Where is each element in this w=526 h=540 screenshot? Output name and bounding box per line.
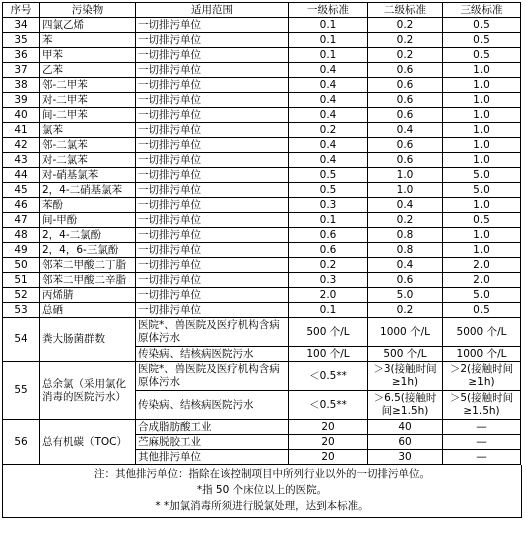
row-grade3: 2.0: [443, 258, 521, 273]
row-grade2: 0.4: [368, 258, 443, 273]
row-grade3: 1000 个/L: [443, 347, 521, 362]
table-body: [3, 18, 521, 465]
row-no: 41: [3, 123, 40, 138]
row-grade1: 0.4: [289, 108, 368, 123]
row-no: 47: [3, 213, 40, 228]
row-grade2: ＞3(接触时间≥1h): [368, 362, 443, 391]
row-scope: 一切排污单位: [136, 153, 289, 168]
row-grade1: 0.1: [289, 303, 368, 318]
row-pollutant: 间-甲酚: [40, 213, 136, 228]
row-scope: 一切排污单位: [136, 108, 289, 123]
row-grade3: 0.5: [443, 213, 521, 228]
row-grade3: 1.0: [443, 63, 521, 78]
table-row: [3, 153, 521, 168]
row-pollutant: 邻苯二甲酸二辛脂: [40, 273, 136, 288]
row-grade1: 0.4: [289, 78, 368, 93]
row-scope: 医院*、兽医院及医疗机构含病原体污水: [136, 362, 289, 391]
row-grade1: 0.2: [289, 258, 368, 273]
table-row: [3, 108, 521, 123]
row-grade2: 0.6: [368, 108, 443, 123]
table-row: [3, 93, 521, 108]
row-pollutant: 粪大肠菌群数: [40, 318, 136, 362]
row-scope: 一切排污单位: [136, 138, 289, 153]
row-no: 34: [3, 18, 40, 33]
table-row: [3, 123, 521, 138]
row-scope: 合成脂肪酸工业: [136, 420, 289, 435]
row-pollutant: 对-二氯苯: [40, 153, 136, 168]
row-grade2: 1000 个/L: [368, 318, 443, 347]
row-no: 54: [3, 318, 40, 362]
row-no: 44: [3, 168, 40, 183]
row-grade3: 0.5: [443, 303, 521, 318]
table-row-56a: [3, 420, 521, 435]
header-grade1: 一级标准: [289, 3, 368, 18]
header-no: 序号: [3, 3, 40, 18]
row-grade3: 1.0: [443, 78, 521, 93]
footnote-dechlorination: * *加氯消毒所须进行脱氯处理，达到本标准。: [155, 500, 369, 512]
row-grade1: 0.4: [289, 138, 368, 153]
row-grade2: 0.6: [368, 138, 443, 153]
row-no: 52: [3, 288, 40, 303]
row-scope: 一切排污单位: [136, 63, 289, 78]
row-grade1: 0.1: [289, 33, 368, 48]
table-row: [3, 78, 521, 93]
table-row: [3, 213, 521, 228]
row-no: 45: [3, 183, 40, 198]
row-no: 38: [3, 78, 40, 93]
row-pollutant: 对-硝基氯苯: [40, 168, 136, 183]
row-grade2: 0.2: [368, 213, 443, 228]
row-scope: 传染病、结核病医院污水: [136, 347, 289, 362]
row-scope: 一切排污单位: [136, 243, 289, 258]
row-grade1: 20: [289, 420, 368, 435]
row-scope: 一切排污单位: [136, 168, 289, 183]
row-grade2: 0.8: [368, 228, 443, 243]
table-header-row: [3, 3, 521, 18]
row-no: 55: [3, 362, 40, 420]
footnote-hospital-beds: *指 50 个床位以上的医院。: [196, 484, 328, 496]
pollutant-standards-table: [2, 2, 521, 465]
row-grade3: 1.0: [443, 123, 521, 138]
row-pollutant: 间-二甲苯: [40, 108, 136, 123]
row-grade1: 20: [289, 435, 368, 450]
row-pollutant: 乙苯: [40, 63, 136, 78]
row-grade2: 0.6: [368, 78, 443, 93]
table-row-54a: [3, 318, 521, 347]
row-pollutant: 对-二甲苯: [40, 93, 136, 108]
row-pollutant: 甲苯: [40, 48, 136, 63]
row-grade2: 500 个/L: [368, 347, 443, 362]
row-pollutant: 总硒: [40, 303, 136, 318]
row-grade2: 0.2: [368, 33, 443, 48]
row-scope: 一切排污单位: [136, 183, 289, 198]
table-row: [3, 183, 521, 198]
row-grade2: 5.0: [368, 288, 443, 303]
row-pollutant: 氯苯: [40, 123, 136, 138]
row-pollutant: 总余氯（采用氯化消毒的医院污水）: [40, 362, 136, 420]
row-grade1: 500 个/L: [289, 318, 368, 347]
row-scope: 一切排污单位: [136, 78, 289, 93]
row-grade2: 0.4: [368, 198, 443, 213]
row-grade1: 2.0: [289, 288, 368, 303]
header-grade3: 三级标准: [443, 3, 521, 18]
row-no: 50: [3, 258, 40, 273]
table-row-55a: [3, 362, 521, 391]
table-row: [3, 48, 521, 63]
row-no: 56: [3, 420, 40, 465]
row-no: 42: [3, 138, 40, 153]
row-scope: 一切排污单位: [136, 33, 289, 48]
row-scope: 一切排污单位: [136, 198, 289, 213]
row-no: 35: [3, 33, 40, 48]
row-grade1: 100 个/L: [289, 347, 368, 362]
row-grade1: 0.5: [289, 168, 368, 183]
row-pollutant: 四氯乙烯: [40, 18, 136, 33]
row-grade2: 0.2: [368, 303, 443, 318]
row-grade1: 0.4: [289, 153, 368, 168]
row-grade2: 0.4: [368, 123, 443, 138]
row-grade2: 1.0: [368, 183, 443, 198]
row-grade3: 1.0: [443, 93, 521, 108]
row-grade2: 0.6: [368, 63, 443, 78]
row-grade1: 0.4: [289, 63, 368, 78]
row-pollutant: 邻苯二甲酸二丁脂: [40, 258, 136, 273]
row-pollutant: 2，4-二氯酚: [40, 228, 136, 243]
row-grade3: —: [443, 420, 521, 435]
table-row: [3, 243, 521, 258]
row-grade1: 0.6: [289, 243, 368, 258]
row-scope: 一切排污单位: [136, 228, 289, 243]
row-grade1: 0.3: [289, 273, 368, 288]
row-pollutant: 邻-二甲苯: [40, 78, 136, 93]
row-grade2: 40: [368, 420, 443, 435]
table-row: [3, 18, 521, 33]
row-scope: 一切排污单位: [136, 93, 289, 108]
row-grade3: 1.0: [443, 108, 521, 123]
row-scope: 一切排污单位: [136, 288, 289, 303]
row-scope: 一切排污单位: [136, 213, 289, 228]
row-grade2: 0.2: [368, 18, 443, 33]
row-grade3: 5000 个/L: [443, 318, 521, 347]
row-scope: 一切排污单位: [136, 48, 289, 63]
row-no: 40: [3, 108, 40, 123]
row-grade3: ＞2(接触时间≥1h): [443, 362, 521, 391]
row-pollutant: 邻-二氯苯: [40, 138, 136, 153]
row-grade1: 0.6: [289, 228, 368, 243]
row-no: 43: [3, 153, 40, 168]
row-grade1: 0.4: [289, 93, 368, 108]
table-row: [3, 258, 521, 273]
row-pollutant: 2，4-二硝基氯苯: [40, 183, 136, 198]
table-row: [3, 138, 521, 153]
row-grade1: 0.1: [289, 18, 368, 33]
row-grade3: ＞5(接触时间≥1.5h): [443, 391, 521, 420]
row-scope: 一切排污单位: [136, 258, 289, 273]
row-scope: 苎麻脱胶工业: [136, 435, 289, 450]
table-row: [3, 273, 521, 288]
row-grade2: 0.8: [368, 243, 443, 258]
row-grade3: 1.0: [443, 198, 521, 213]
row-grade3: 5.0: [443, 288, 521, 303]
table-row: [3, 303, 521, 318]
row-grade3: 0.5: [443, 48, 521, 63]
row-grade2: ＞6.5(接触时间≥1.5h): [368, 391, 443, 420]
header-grade2: 二级标准: [368, 3, 443, 18]
row-scope: 其他排污单位: [136, 450, 289, 465]
row-grade3: 0.5: [443, 18, 521, 33]
row-no: 51: [3, 273, 40, 288]
table-row: [3, 228, 521, 243]
row-no: 37: [3, 63, 40, 78]
row-no: 49: [3, 243, 40, 258]
header-scope: 适用范围: [136, 3, 289, 18]
row-grade1: 0.1: [289, 48, 368, 63]
row-grade3: 0.5: [443, 33, 521, 48]
row-grade3: 5.0: [443, 168, 521, 183]
row-grade3: 1.0: [443, 228, 521, 243]
row-grade3: —: [443, 450, 521, 465]
row-scope: 传染病、结核病医院污水: [136, 391, 289, 420]
table-row: [3, 63, 521, 78]
table-footnotes: [2, 465, 522, 518]
row-no: 39: [3, 93, 40, 108]
row-grade3: 2.0: [443, 273, 521, 288]
row-grade2: 30: [368, 450, 443, 465]
row-grade2: 0.6: [368, 273, 443, 288]
row-scope: 一切排污单位: [136, 123, 289, 138]
row-grade2: 1.0: [368, 168, 443, 183]
row-grade3: —: [443, 435, 521, 450]
row-grade3: 1.0: [443, 153, 521, 168]
standards-document: [2, 2, 520, 518]
row-grade3: 1.0: [443, 243, 521, 258]
row-grade2: 60: [368, 435, 443, 450]
row-grade1: 20: [289, 450, 368, 465]
row-scope: 一切排污单位: [136, 303, 289, 318]
row-pollutant: 丙烯腈: [40, 288, 136, 303]
footnote-other-units: 注：其他排污单位：指除在该控制项目中所列行业以外的一切排污单位。: [94, 468, 430, 480]
table-row: [3, 168, 521, 183]
row-no: 48: [3, 228, 40, 243]
row-no: 36: [3, 48, 40, 63]
row-grade1: ＜0.5**: [289, 362, 368, 391]
row-scope: 一切排污单位: [136, 18, 289, 33]
row-pollutant: 苯: [40, 33, 136, 48]
table-row: [3, 33, 521, 48]
row-grade1: ＜0.5**: [289, 391, 368, 420]
row-grade2: 0.2: [368, 48, 443, 63]
row-grade3: 5.0: [443, 183, 521, 198]
row-pollutant: 总有机碳（TOC）: [40, 420, 136, 465]
table-row: [3, 198, 521, 213]
row-grade2: 0.6: [368, 93, 443, 108]
row-pollutant: 苯酚: [40, 198, 136, 213]
row-pollutant: 2，4，6-三氯酚: [40, 243, 136, 258]
row-no: 46: [3, 198, 40, 213]
row-grade1: 0.2: [289, 123, 368, 138]
row-grade1: 0.1: [289, 213, 368, 228]
row-grade1: 0.3: [289, 198, 368, 213]
header-pollutant: 污染物: [40, 3, 136, 18]
row-scope: 医院*、兽医院及医疗机构含病原体污水: [136, 318, 289, 347]
row-no: 53: [3, 303, 40, 318]
table-row: [3, 288, 521, 303]
row-grade1: 0.5: [289, 183, 368, 198]
row-grade2: 0.6: [368, 153, 443, 168]
row-scope: 一切排污单位: [136, 273, 289, 288]
row-grade3: 1.0: [443, 138, 521, 153]
